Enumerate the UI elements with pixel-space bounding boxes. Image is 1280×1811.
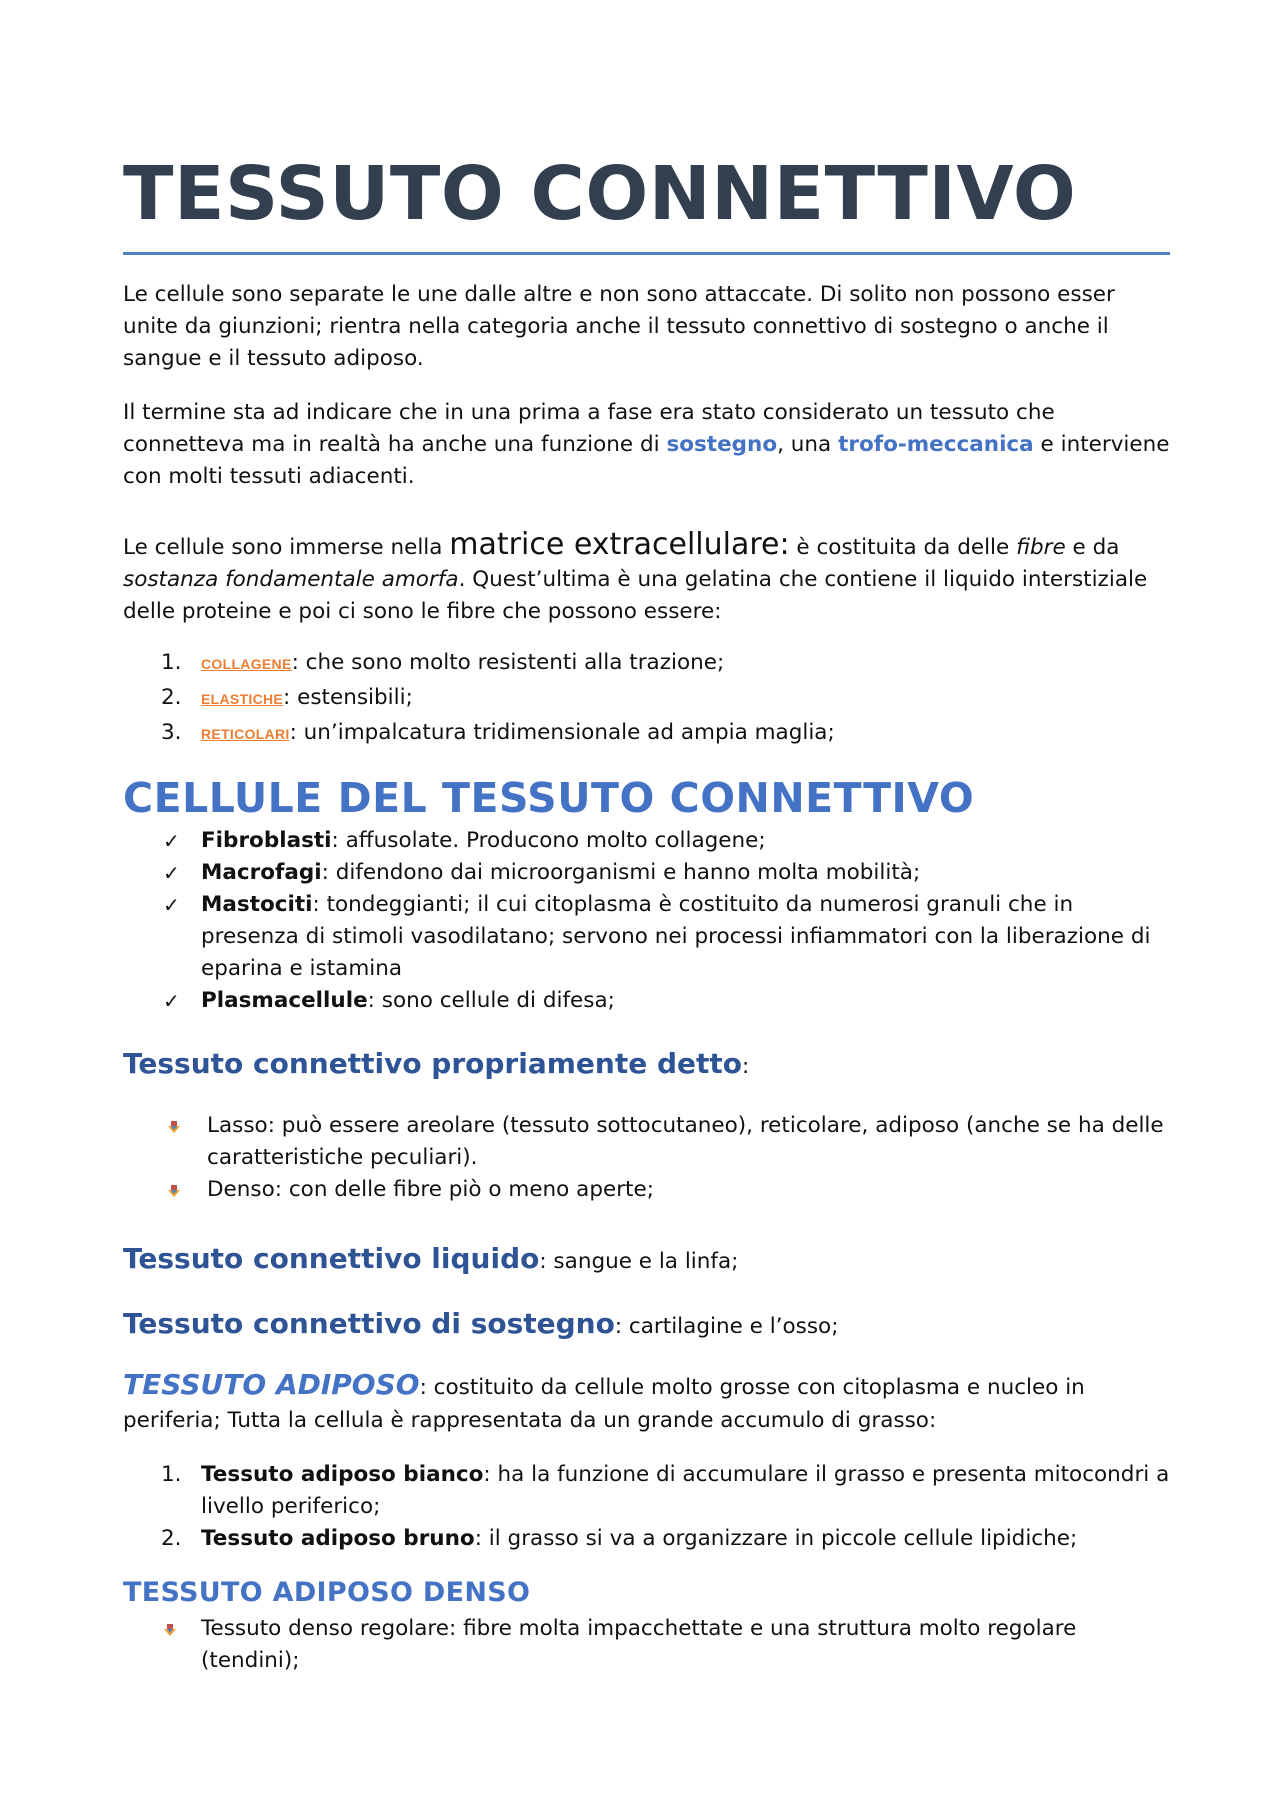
matrix-term: matrice extracellulare: xyxy=(449,527,790,562)
list-text: Tessuto denso regolare: fibre molta impacchettate e una struttura molto regolare (tendini); xyxy=(201,1616,1077,1673)
list-text: : che sono molto resistenti alla trazione; xyxy=(291,650,725,675)
list-number: 2. xyxy=(161,1526,182,1551)
intro-paragraph-2 xyxy=(123,397,1170,493)
cell-name: Plasmacellule xyxy=(201,988,368,1013)
list-text: : un’impalcatura tridimensionale ad ampia maglia; xyxy=(289,720,835,745)
list-item xyxy=(123,985,1170,1017)
adiposo-heading: TESSUTO ADIPOSO xyxy=(123,1368,420,1401)
subheading-rest: : sangue e la linfa; xyxy=(539,1249,739,1274)
text-run: e da xyxy=(1065,535,1120,560)
adiposo-list xyxy=(123,1459,1170,1555)
subheading-denso: TESSUTO ADIPOSO DENSO xyxy=(123,1577,531,1608)
highlight-trofo-meccanica: trofo-meccanica xyxy=(838,432,1034,457)
arrow-bullet-icon xyxy=(163,1623,177,1637)
subheading-proprio xyxy=(123,1045,1170,1086)
list-text: : ha la funzione di accumulare il grasso e presenta mitocondri a livello periferico; xyxy=(201,1462,1170,1519)
subheading-text: Tessuto connettivo di sostegno xyxy=(123,1307,615,1340)
list-text: Lasso: può essere areolare (tessuto sottocutaneo), reticolare, adiposo (anche se ha delle caratteristiche peculiari). xyxy=(207,1113,1164,1170)
fibre-list xyxy=(123,646,1170,751)
subheading-text: Tessuto connettivo liquido xyxy=(123,1242,540,1275)
cell-name: Macrofagi xyxy=(201,860,322,885)
cell-name: Mastociti xyxy=(201,892,313,917)
list-text: Denso: con delle fibre piò o meno aperte; xyxy=(207,1177,654,1202)
list-text: : difendono dai microorganismi e hanno molta mobilità; xyxy=(321,860,921,885)
subheading-rest: : cartilagine e l’osso; xyxy=(614,1314,839,1339)
italic-sostanza: sostanza fondamentale amorfa xyxy=(123,567,459,592)
text-run: è costituita da delle xyxy=(789,535,1017,560)
list-text: : tondeggianti; il cui citoplasma è costituito da numerosi granuli che in presenza di stimoli vasodilatano; servono nei processi infiammatori con la liberazione di eparina e istamina xyxy=(201,892,1151,981)
subheading-sostegno xyxy=(123,1305,1170,1346)
subheading-liquido xyxy=(123,1240,1170,1281)
text-run: Il termine sta ad indicare che in una prima a fase era stato considerato un tessuto che connetteva ma in realtà ha anche una funzione di xyxy=(123,400,1055,457)
highlight-sostegno: sostegno xyxy=(666,432,778,457)
list-item xyxy=(123,1613,1170,1677)
adiposo-text: : costituito da cellule molto grosse con citoplasma e nucleo in periferia; Tutta la cellula è rappresentata da un grande accumulo di grasso: xyxy=(123,1375,1085,1433)
list-text: : estensibili; xyxy=(283,685,413,710)
list-number: 1. xyxy=(161,1462,182,1487)
fibre-tag: ELASTICHE xyxy=(201,691,284,707)
item-name: Tessuto adiposo bruno xyxy=(201,1526,475,1551)
arrow-bullet-icon xyxy=(167,1184,181,1198)
denso-list xyxy=(123,1613,1170,1677)
subheading-text: Tessuto connettivo propriamente detto xyxy=(123,1047,742,1080)
fibre-tag: COLLAGENE xyxy=(201,656,292,672)
section-heading-cells: CELLULE DEL TESSUTO CONNETTIVO xyxy=(123,774,975,822)
list-item xyxy=(123,681,1170,716)
fibre-tag: RETICOLARI xyxy=(201,726,290,742)
adiposo-paragraph xyxy=(123,1368,1170,1437)
list-item xyxy=(123,1174,1170,1206)
text-run: e interviene con molti tessuti adiacenti. xyxy=(123,432,1170,489)
cells-list xyxy=(123,825,1170,1017)
list-text: : il grasso si va a organizzare in piccole cellule lipidiche; xyxy=(474,1526,1078,1551)
list-text: : sono cellule di difesa; xyxy=(367,988,615,1013)
text-run: . Quest’ultima è una gelatina che contiene il liquido interstiziale delle proteine e poi ci sono le fibre che possono essere: xyxy=(123,567,1148,624)
document-body xyxy=(123,150,1170,1677)
list-item xyxy=(123,716,1170,751)
checkmark-icon: ✓ xyxy=(163,989,180,1013)
checkmark-icon: ✓ xyxy=(163,829,180,853)
list-item xyxy=(123,1110,1170,1174)
text-run: Le cellule sono immerse nella xyxy=(123,535,450,560)
list-item xyxy=(123,646,1170,681)
italic-fibre: fibre xyxy=(1016,535,1066,560)
list-number: 2. xyxy=(161,685,182,710)
list-item xyxy=(123,857,1170,889)
arrow-bullet-icon xyxy=(167,1120,181,1134)
list-item xyxy=(123,1523,1170,1555)
checkmark-icon: ✓ xyxy=(163,893,180,917)
intro-paragraph-3 xyxy=(123,529,1170,628)
text-run: , una xyxy=(777,432,839,457)
page-title: TESSUTO CONNETTIVO xyxy=(123,150,1170,255)
list-item xyxy=(123,1459,1170,1523)
checkmark-icon: ✓ xyxy=(163,861,180,885)
list-number: 3. xyxy=(161,720,182,745)
proprio-list xyxy=(123,1110,1170,1206)
intro-paragraph-1: Le cellule sono separate le une dalle altre e non sono attaccate. Di solito non possono esser unite da giunzioni; rientra nella categoria anche il tessuto connettivo di sostegno o anche il sangue e il tessuto adiposo. xyxy=(123,282,1115,371)
list-text: : affusolate. Producono molto collagene; xyxy=(331,828,766,853)
list-item xyxy=(123,889,1170,985)
list-item xyxy=(123,825,1170,857)
list-number: 1. xyxy=(161,650,182,675)
item-name: Tessuto adiposo bianco xyxy=(201,1462,484,1487)
cell-name: Fibroblasti xyxy=(201,828,332,853)
subheading-rest: : xyxy=(742,1054,750,1079)
